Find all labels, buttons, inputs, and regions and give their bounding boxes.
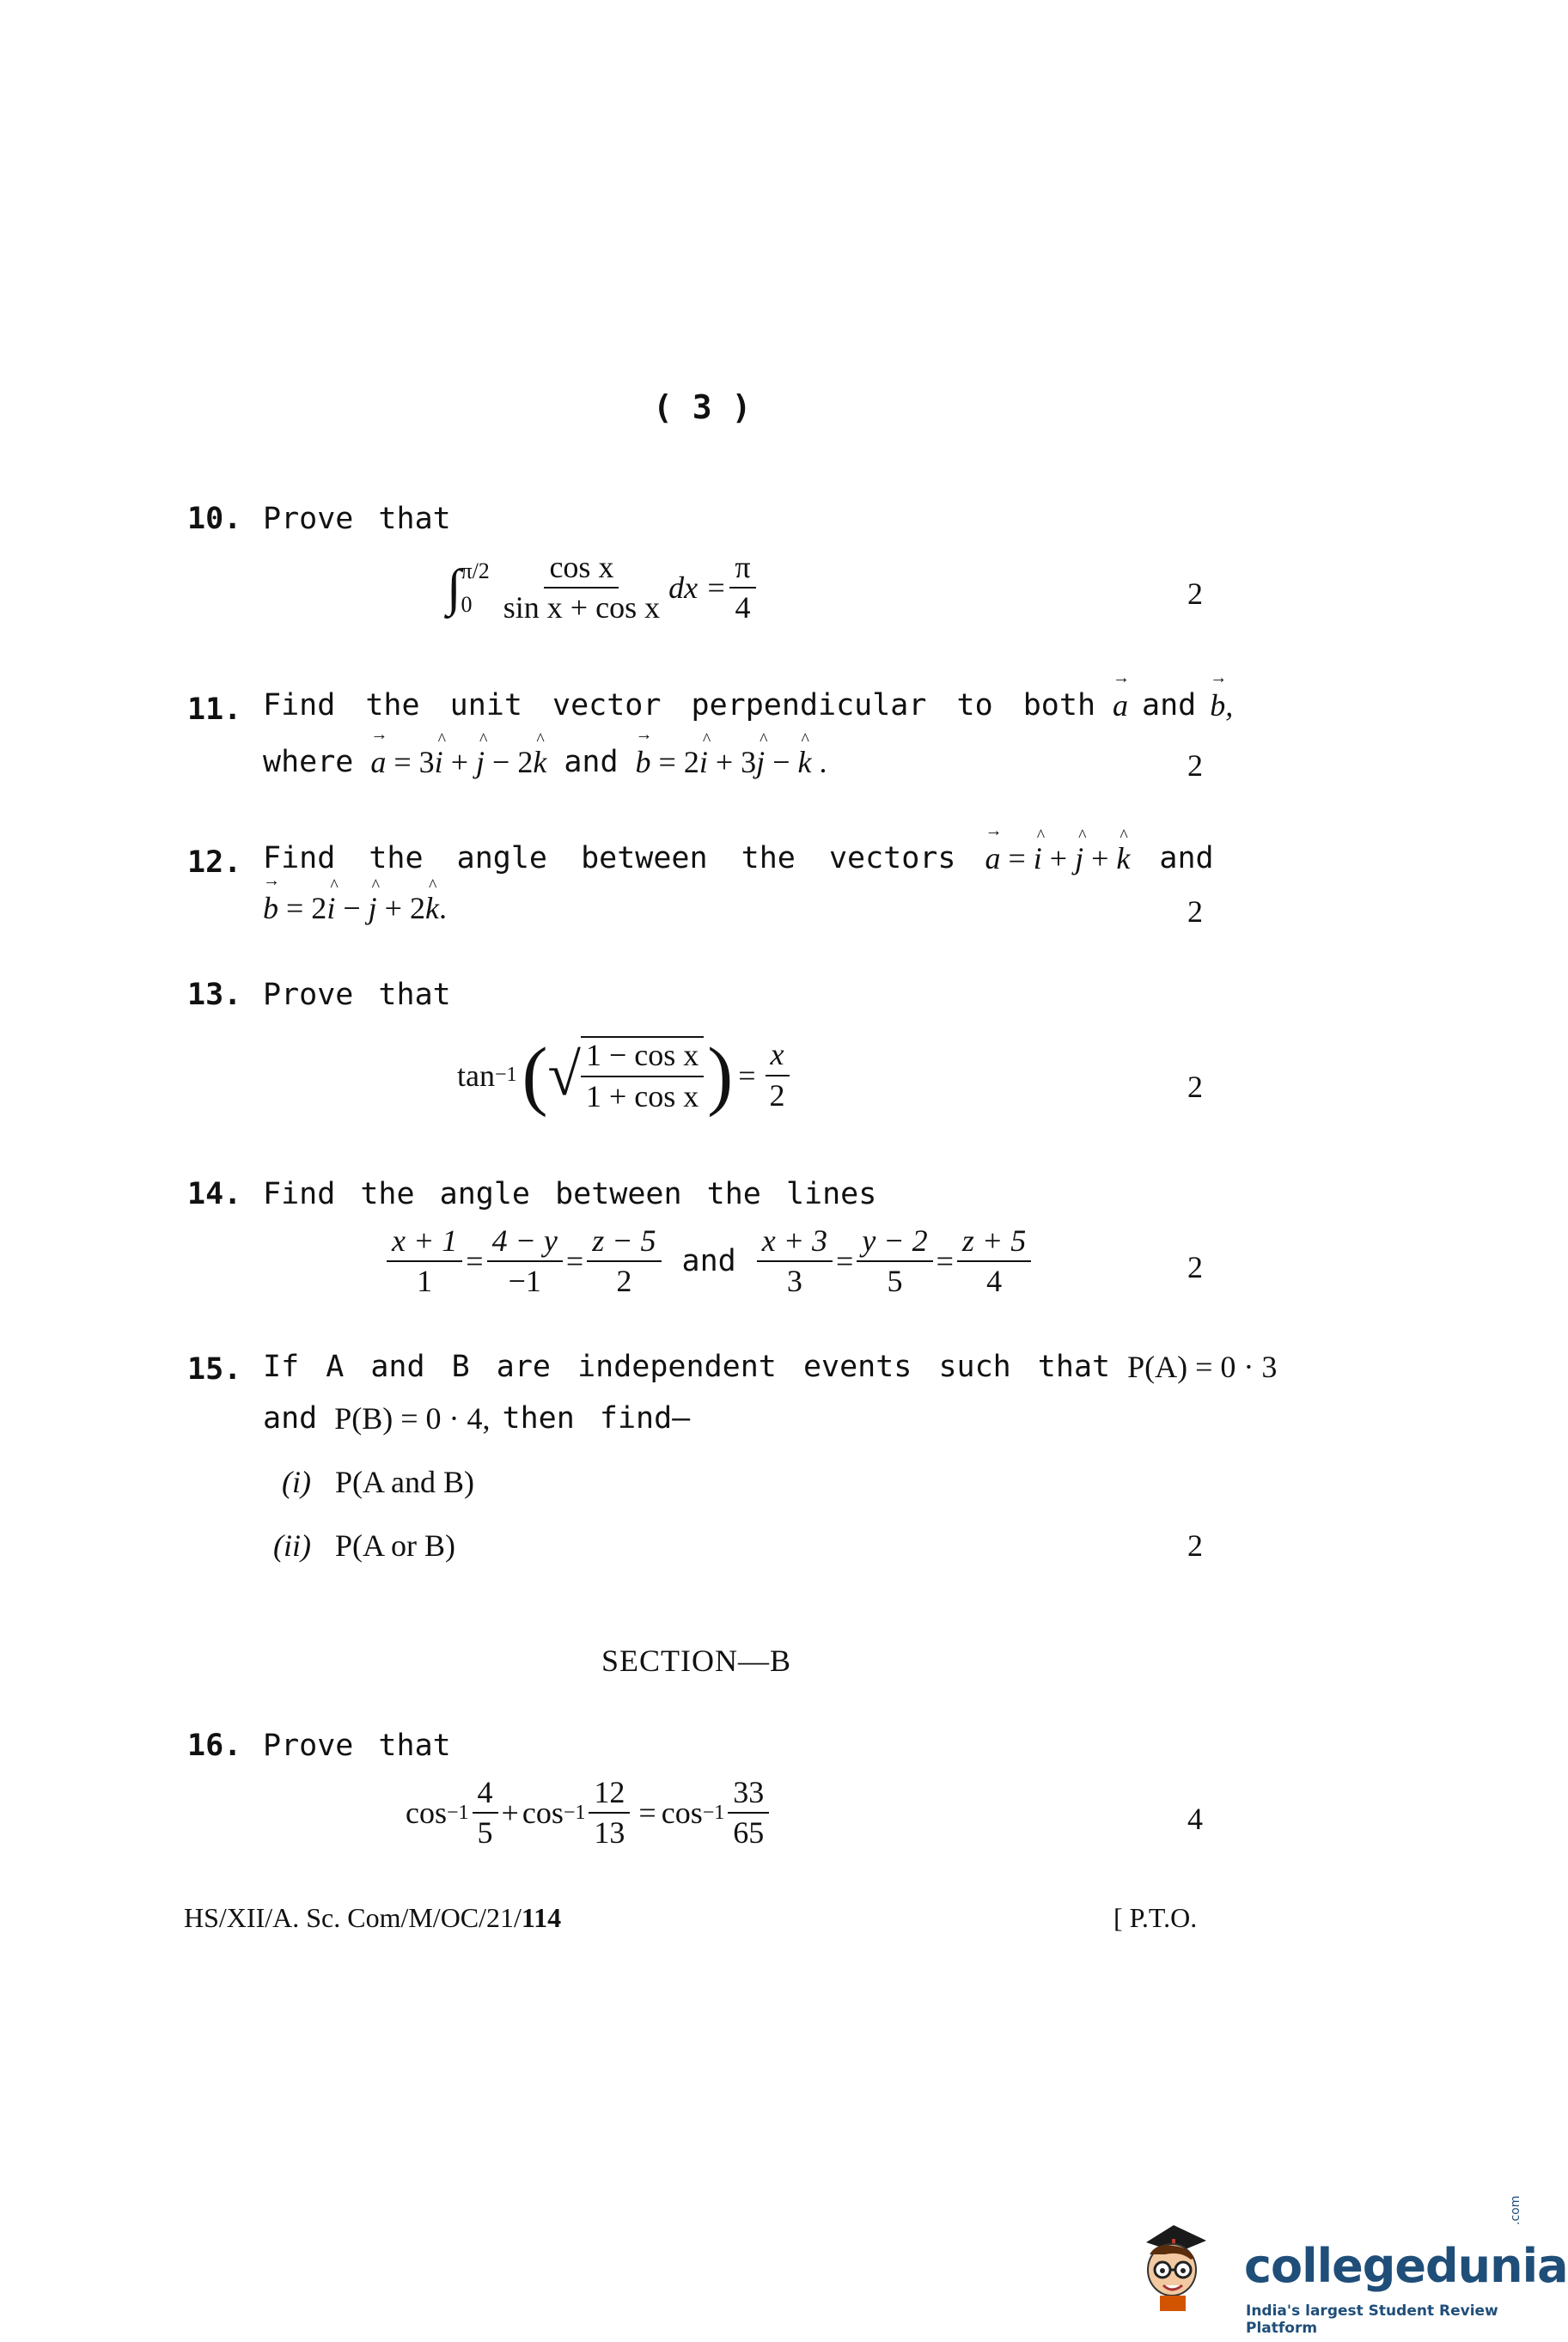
inverse-cos-expression bbox=[406, 1775, 772, 1851]
fraction-numerator: z − 5 bbox=[587, 1223, 661, 1262]
logo-wordmark: collegedunia bbox=[1244, 2239, 1568, 2293]
page-number: ( 3 ) bbox=[653, 388, 752, 426]
question-number: 11. bbox=[187, 692, 242, 727]
marks: 2 bbox=[1187, 1070, 1203, 1104]
fraction-denominator: 13 bbox=[594, 1815, 625, 1851]
fraction-numerator: x + 1 bbox=[387, 1223, 462, 1262]
fraction-denominator: 5 bbox=[477, 1815, 493, 1851]
question-text: Find the angle between the lines bbox=[263, 1177, 877, 1211]
conjunction: and bbox=[263, 1401, 318, 1436]
fraction-denominator: −1 bbox=[508, 1264, 541, 1299]
sub-question-text: P(A or B) bbox=[335, 1528, 456, 1563]
sub-question bbox=[273, 1528, 455, 1564]
conjunction: and bbox=[681, 1244, 736, 1279]
question-text: Find the angle between the vectors bbox=[263, 841, 956, 875]
question-text: Find the unit vector perpendicular to both bbox=[263, 688, 1096, 723]
cos-function: cos bbox=[406, 1796, 447, 1831]
fraction-denominator: sin x + cos x bbox=[503, 590, 661, 625]
dx-term: dx = bbox=[668, 570, 727, 606]
fraction-numerator: 33 bbox=[728, 1775, 769, 1814]
inverse-tan-expression: tan −1 ( √ $\frac{\text{1 − cos x}}{\text{1 + cos x}}$ ) = $\frac{x}{2}$ bbox=[457, 1031, 794, 1119]
conjunction: and bbox=[1159, 841, 1214, 875]
question-number: 13. bbox=[187, 978, 242, 1012]
fraction-denominator: 1 bbox=[417, 1264, 433, 1299]
integral-sign: ∫ bbox=[447, 559, 461, 617]
inverse-exponent: −1 bbox=[702, 1801, 725, 1824]
fraction-denominator: 3 bbox=[786, 1264, 802, 1299]
fraction-numerator: z + 5 bbox=[957, 1223, 1031, 1262]
question-number: 10. bbox=[187, 502, 242, 536]
conjunction: and bbox=[564, 745, 619, 779]
paper-code-number: 114 bbox=[521, 1902, 562, 1933]
upper-limit: π/2 bbox=[461, 558, 490, 584]
pto-label: [ P.T.O. bbox=[1113, 1902, 1198, 1933]
sub-question-label: (ii) bbox=[273, 1528, 311, 1563]
fraction-denominator: 65 bbox=[733, 1815, 765, 1851]
plus-sign: + bbox=[501, 1796, 519, 1831]
question-line: Find the angle between the vectors → a = ^ i + ^ j + ^ k and bbox=[263, 840, 1214, 876]
question-text: where bbox=[263, 745, 354, 779]
question-number: 15. bbox=[187, 1352, 242, 1387]
marks: 2 bbox=[1187, 1528, 1203, 1563]
inverse-exponent: −1 bbox=[447, 1801, 469, 1824]
marks: 2 bbox=[1187, 894, 1203, 929]
question-line: where → a = 3^ i + ^ j − 2^ k and → b = 2^ i + 3^ j − ^ k . bbox=[263, 744, 827, 780]
question-text: Prove that bbox=[263, 1729, 451, 1763]
rhs-numerator: π bbox=[729, 550, 755, 589]
equals-sign: = bbox=[638, 1796, 656, 1831]
cos-function: cos bbox=[661, 1796, 703, 1831]
sub-question-text: P(A and B) bbox=[335, 1465, 474, 1499]
fraction-denominator: 2 bbox=[616, 1264, 632, 1299]
vector-b: → b = 2^ i − ^ j + 2^ k. bbox=[263, 890, 447, 926]
section-heading: SECTION—B bbox=[601, 1644, 792, 1678]
fraction-numerator: 12 bbox=[589, 1775, 630, 1814]
question-number: 14. bbox=[187, 1177, 242, 1211]
fraction-numerator: 4 bbox=[473, 1775, 498, 1814]
inverse-exponent: −1 bbox=[494, 1064, 517, 1086]
fraction-numerator: y − 2 bbox=[857, 1223, 932, 1262]
sub-question-label: (i) bbox=[282, 1465, 311, 1499]
logo-tagline: India's largest Student Review Platform bbox=[1246, 2302, 1498, 2337]
integral-expression bbox=[447, 550, 760, 626]
fraction-denominator: 5 bbox=[887, 1264, 903, 1299]
cos-function: cos bbox=[522, 1796, 564, 1831]
fraction-denominator: 4 bbox=[986, 1264, 1003, 1299]
lines-equation: $\frac{x + 1}{1}$ = $\frac{4 - y}{-1}$ = $\frac{z - 5}{2}$ and $\frac{x + 3}{3}$ = $\frac{y - 2}{5}$ = $\frac{z + 5}{4}$ bbox=[383, 1223, 1034, 1300]
logo-tld: .com bbox=[1509, 2195, 1522, 2225]
question-text: Prove that bbox=[263, 978, 451, 1012]
paper-code-text: HS/XII/A. Sc. Com/M/OC/21/ bbox=[184, 1902, 522, 1933]
marks: 2 bbox=[1187, 1250, 1203, 1284]
rhs-denominator: 2 bbox=[769, 1077, 785, 1113]
marks: 2 bbox=[1187, 748, 1203, 783]
lower-limit: 0 bbox=[461, 592, 473, 618]
sqrt-numerator: 1 − cos x bbox=[581, 1038, 704, 1076]
question-number: 16. bbox=[187, 1729, 242, 1763]
sub-question bbox=[282, 1464, 474, 1500]
inverse-exponent: −1 bbox=[563, 1801, 586, 1824]
question-line: Find the unit vector perpendicular to both → a and → b, bbox=[263, 687, 1233, 723]
fraction-numerator: x + 3 bbox=[757, 1223, 833, 1262]
question-number: 12. bbox=[187, 845, 242, 880]
rhs-denominator: 4 bbox=[735, 590, 751, 625]
question-text: If A and B are independent events such that bbox=[263, 1350, 1111, 1384]
fraction-numerator: cos x bbox=[544, 550, 619, 589]
marks: 2 bbox=[1187, 576, 1203, 611]
question-text: Prove that bbox=[263, 502, 451, 536]
question-line bbox=[263, 1400, 690, 1436]
marks: 4 bbox=[1187, 1802, 1203, 1836]
probability-a: P(A) = 0 · 3 bbox=[1127, 1350, 1278, 1384]
fraction-numerator: 4 − y bbox=[487, 1223, 563, 1262]
tan-function: tan bbox=[457, 1058, 495, 1093]
question-text: then find— bbox=[502, 1401, 691, 1436]
paper-code bbox=[184, 1902, 561, 1934]
mascot-icon bbox=[1139, 2217, 1208, 2311]
probability-b: P(B) = 0 · 4, bbox=[334, 1401, 491, 1436]
question-line bbox=[263, 1349, 1277, 1385]
conjunction: and bbox=[1142, 688, 1197, 723]
rhs-numerator: x bbox=[766, 1037, 790, 1076]
sqrt-denominator: 1 + cos x bbox=[585, 1078, 699, 1113]
